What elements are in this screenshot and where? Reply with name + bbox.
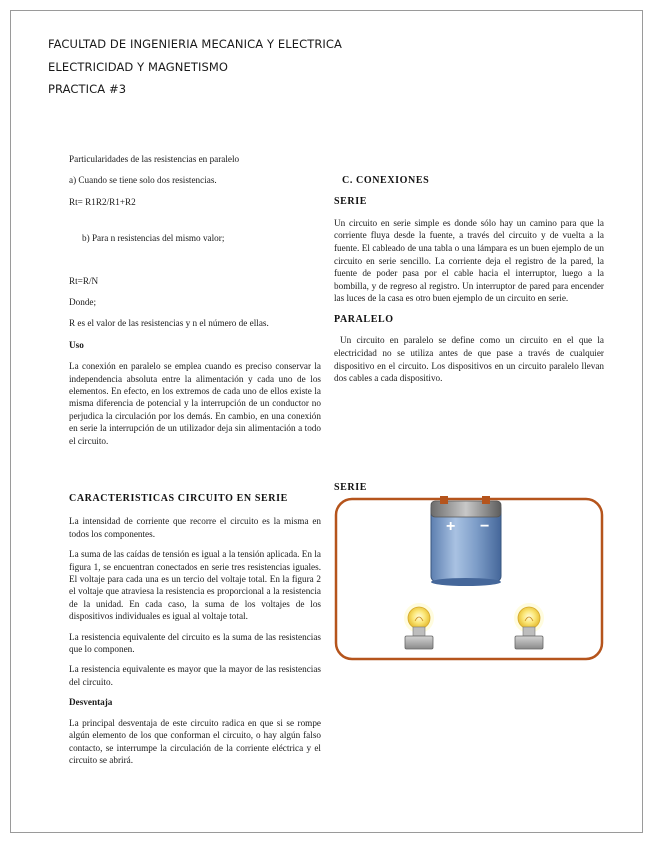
desventaja-paragraph: La principal desventaja de este circuito radica en que si se rompe algún elemento de los que conforman el circuito, o hay algún falso contacto, se interrumpe la circulación de la corriente eléctrica y el circuito se abrirá. — [69, 717, 321, 765]
header-practice: PRACTICA #3 — [48, 82, 127, 96]
figure-label: SERIE — [334, 482, 368, 493]
where-definition: R es el valor de las resistencias y n el número de ellas. — [69, 318, 269, 329]
conexiones-heading: C. CONEXIONES — [342, 175, 430, 186]
desventaja-heading: Desventaja — [69, 697, 113, 708]
formula-two-resistors: Rt= R1R2/R1+R2 — [69, 196, 136, 207]
paralelo-heading: PARALELO — [334, 313, 394, 325]
header-faculty: FACULTAD DE INGENIERIA MECANICA Y ELECTRICA — [48, 37, 343, 51]
characteristic-greater: La resistencia equivalente es mayor que la mayor de las resistencias del circuito. — [69, 664, 321, 687]
two-resistors-case: a) Cuando se tiene solo dos resistencias. — [69, 175, 217, 186]
formula-n-resistors: Rt=R/N — [69, 275, 99, 286]
paralelo-paragraph: Un circuito en paralelo se define como un circuito en el que la electricidad no se utiliza antes de que pase a través de cualquier dispositivo en el circuito. Los dispositivos en un circuito paralelo llevan dos cables a cada dispositivo. — [334, 335, 604, 384]
battery-minus-sign: − — [480, 518, 490, 535]
left-bottom-column — [69, 493, 321, 766]
series-circuit-illustration — [330, 493, 608, 663]
battery-icon — [431, 496, 501, 586]
lightbulb-left-icon — [404, 603, 434, 649]
serie-heading: SERIE — [334, 196, 368, 208]
where-label: Donde; — [69, 297, 97, 308]
battery-plus-sign: + — [446, 518, 456, 535]
left-top-column — [69, 153, 321, 447]
uso-heading: Uso — [69, 339, 84, 350]
characteristic-equivalent: La resistencia equivalente del circuito es la suma de las resistencias que lo componen. — [69, 631, 321, 655]
right-top-column — [334, 175, 604, 385]
header-course: ELECTRICIDAD Y MAGNETISMO — [48, 60, 229, 74]
uso-paragraph: La conexión en paralelo se emplea cuando es preciso conservar la independencia absoluta entre la alimentación y cada uno de los elementos. En efecto, en los extremos de cada uno de ellos existe la misma diferencia de potencial y la interrupción de un conductor no perjudica la circulación por los demás. En cambio, en una conexión en serie la interrupción de un utilizador deja sin alimentación a todo el circuito. — [69, 361, 321, 446]
parallel-particularities: Particularidades de las resistencias en paralelo — [69, 154, 240, 164]
serie-characteristics-heading: CARACTERISTICAS CIRCUITO EN SERIE — [69, 493, 288, 504]
serie-paragraph: Un circuito en serie simple es donde sólo hay un camino para que la corriente fluya desde la fuente, a través del circuito y de vuelta a la fuente. El cableado de una tabla o una lámpara es un buen ejemplo de un circuito en serie sencillo. La corriente deja el registro de la pared, la fuente de poder pasa por el cable hacia el interruptor, luego a la bombilla, y de regreso al registro. Un interruptor de pared para encender las luces de la casa es otro buen ejemplo de un circuito en serie. — [334, 217, 604, 304]
characteristic-current: La intensidad de corriente que recorre el circuito es la misma en todos los componentes. — [69, 516, 321, 539]
lightbulb-right-icon — [514, 603, 544, 649]
n-resistors-case: b) Para n resistencias del mismo valor; — [82, 233, 225, 244]
characteristic-voltage: La suma de las caídas de tensión es igual a la tensión aplicada. En la figura 1, se encuentran conectados en serie tres resistencias iguales. El voltaje para cada una es un tercio del voltaje total. En la figura 2 el voltaje que atraviesa la resistencia es proporcional a la resistencia de la unidad. En cada caso, la suma de los voltajes de los dispositivos individuales es igual al voltaje total. — [69, 549, 321, 622]
